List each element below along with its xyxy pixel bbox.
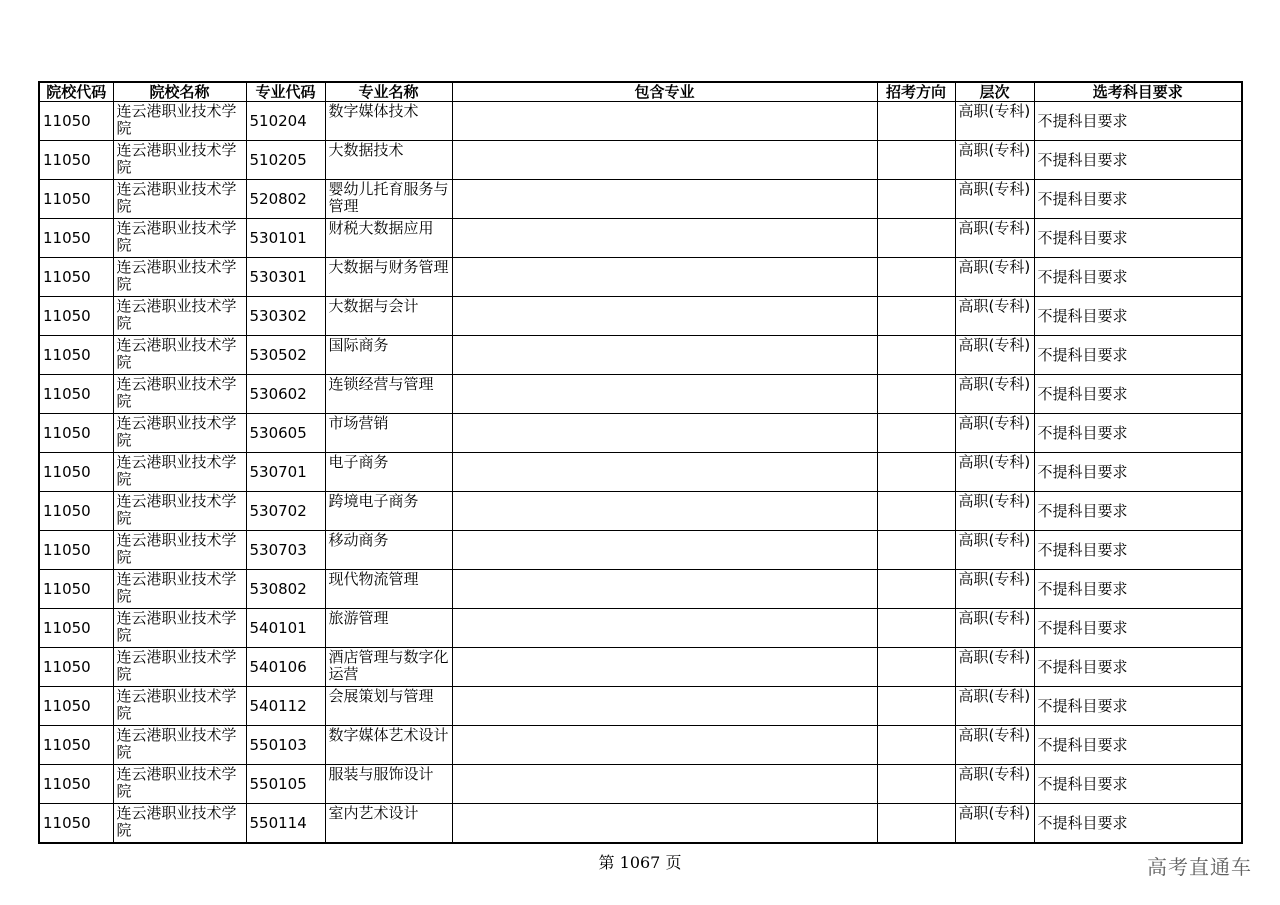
- school-code-cell: 11050: [39, 102, 113, 141]
- major-name-cell: 大数据与财务管理: [325, 258, 452, 297]
- included-majors-cell: [452, 180, 877, 219]
- major-name-cell: 婴幼儿托育服务与管理: [325, 180, 452, 219]
- table-row: [39, 531, 1242, 570]
- school-name-cell: 连云港职业技术学院: [113, 102, 246, 141]
- school-name-cell: 连云港职业技术学院: [113, 765, 246, 804]
- level-cell: 高职(专科): [955, 570, 1034, 609]
- school-code-cell: 11050: [39, 687, 113, 726]
- level-cell: 高职(专科): [955, 414, 1034, 453]
- included-majors-cell: [452, 141, 877, 180]
- school-code-cell: 11050: [39, 531, 113, 570]
- subject-requirement-cell: 不提科目要求: [1034, 297, 1242, 336]
- direction-cell: [877, 531, 955, 570]
- table-row: [39, 141, 1242, 180]
- direction-cell: [877, 609, 955, 648]
- level-cell: 高职(专科): [955, 180, 1034, 219]
- col-header-subject-requirement: 选考科目要求: [1034, 82, 1242, 102]
- direction-cell: [877, 414, 955, 453]
- included-majors-cell: [452, 570, 877, 609]
- major-code-cell: 530301: [246, 258, 325, 297]
- school-code-cell: 11050: [39, 453, 113, 492]
- level-cell: 高职(专科): [955, 726, 1034, 765]
- subject-requirement-cell: 不提科目要求: [1034, 180, 1242, 219]
- table-row: [39, 726, 1242, 765]
- major-name-cell: 旅游管理: [325, 609, 452, 648]
- major-code-cell: 530605: [246, 414, 325, 453]
- table-row: [39, 453, 1242, 492]
- table-row: [39, 648, 1242, 687]
- major-code-cell: 530302: [246, 297, 325, 336]
- col-header-direction: 招考方向: [877, 82, 955, 102]
- table-row: [39, 414, 1242, 453]
- level-cell: 高职(专科): [955, 219, 1034, 258]
- direction-cell: [877, 453, 955, 492]
- subject-requirement-cell: 不提科目要求: [1034, 648, 1242, 687]
- direction-cell: [877, 570, 955, 609]
- direction-cell: [877, 492, 955, 531]
- major-code-cell: 510204: [246, 102, 325, 141]
- school-code-cell: 11050: [39, 765, 113, 804]
- school-name-cell: 连云港职业技术学院: [113, 297, 246, 336]
- major-code-cell: 520802: [246, 180, 325, 219]
- included-majors-cell: [452, 648, 877, 687]
- table-row: [39, 765, 1242, 804]
- direction-cell: [877, 765, 955, 804]
- table-row: [39, 219, 1242, 258]
- level-cell: 高职(专科): [955, 375, 1034, 414]
- subject-requirement-cell: 不提科目要求: [1034, 531, 1242, 570]
- major-code-cell: 530702: [246, 492, 325, 531]
- school-code-cell: 11050: [39, 336, 113, 375]
- school-name-cell: 连云港职业技术学院: [113, 375, 246, 414]
- included-majors-cell: [452, 414, 877, 453]
- watermark: 高考直通车: [1147, 855, 1252, 879]
- header-row: [39, 82, 1242, 102]
- direction-cell: [877, 219, 955, 258]
- level-cell: 高职(专科): [955, 297, 1034, 336]
- included-majors-cell: [452, 297, 877, 336]
- major-name-cell: 国际商务: [325, 336, 452, 375]
- table-row: [39, 297, 1242, 336]
- major-name-cell: 数字媒体艺术设计: [325, 726, 452, 765]
- subject-requirement-cell: 不提科目要求: [1034, 765, 1242, 804]
- major-code-cell: 530701: [246, 453, 325, 492]
- level-cell: 高职(专科): [955, 492, 1034, 531]
- school-code-cell: 11050: [39, 570, 113, 609]
- subject-requirement-cell: 不提科目要求: [1034, 102, 1242, 141]
- major-name-cell: 大数据技术: [325, 141, 452, 180]
- school-name-cell: 连云港职业技术学院: [113, 726, 246, 765]
- level-cell: 高职(专科): [955, 531, 1034, 570]
- major-name-cell: 现代物流管理: [325, 570, 452, 609]
- level-cell: 高职(专科): [955, 648, 1034, 687]
- direction-cell: [877, 648, 955, 687]
- school-name-cell: 连云港职业技术学院: [113, 609, 246, 648]
- table-row: [39, 804, 1242, 844]
- major-code-cell: 540101: [246, 609, 325, 648]
- level-cell: 高职(专科): [955, 258, 1034, 297]
- major-name-cell: 跨境电子商务: [325, 492, 452, 531]
- col-header-level: 层次: [955, 82, 1034, 102]
- subject-requirement-cell: 不提科目要求: [1034, 141, 1242, 180]
- col-header-school-code: 院校代码: [39, 82, 113, 102]
- direction-cell: [877, 297, 955, 336]
- direction-cell: [877, 141, 955, 180]
- col-header-included-majors: 包含专业: [452, 82, 877, 102]
- level-cell: 高职(专科): [955, 453, 1034, 492]
- subject-requirement-cell: 不提科目要求: [1034, 258, 1242, 297]
- major-code-cell: 530502: [246, 336, 325, 375]
- major-name-cell: 市场营销: [325, 414, 452, 453]
- table-row: [39, 570, 1242, 609]
- direction-cell: [877, 102, 955, 141]
- col-header-school-name: 院校名称: [113, 82, 246, 102]
- level-cell: 高职(专科): [955, 687, 1034, 726]
- table-row: [39, 258, 1242, 297]
- school-code-cell: 11050: [39, 609, 113, 648]
- direction-cell: [877, 336, 955, 375]
- included-majors-cell: [452, 804, 877, 844]
- level-cell: 高职(专科): [955, 336, 1034, 375]
- school-code-cell: 11050: [39, 648, 113, 687]
- table-row: [39, 687, 1242, 726]
- included-majors-cell: [452, 219, 877, 258]
- major-name-cell: 数字媒体技术: [325, 102, 452, 141]
- major-code-cell: 550114: [246, 804, 325, 844]
- major-name-cell: 移动商务: [325, 531, 452, 570]
- school-code-cell: 11050: [39, 141, 113, 180]
- included-majors-cell: [452, 609, 877, 648]
- level-cell: 高职(专科): [955, 765, 1034, 804]
- table-row: [39, 492, 1242, 531]
- major-code-cell: 540106: [246, 648, 325, 687]
- major-code-cell: 530703: [246, 531, 325, 570]
- major-name-cell: 室内艺术设计: [325, 804, 452, 844]
- included-majors-cell: [452, 726, 877, 765]
- direction-cell: [877, 258, 955, 297]
- table-row: [39, 180, 1242, 219]
- subject-requirement-cell: 不提科目要求: [1034, 492, 1242, 531]
- direction-cell: [877, 804, 955, 844]
- major-code-cell: 530101: [246, 219, 325, 258]
- subject-requirement-cell: 不提科目要求: [1034, 414, 1242, 453]
- subject-requirement-cell: 不提科目要求: [1034, 375, 1242, 414]
- table-body: [39, 102, 1242, 844]
- school-name-cell: 连云港职业技术学院: [113, 141, 246, 180]
- school-name-cell: 连云港职业技术学院: [113, 414, 246, 453]
- direction-cell: [877, 726, 955, 765]
- school-code-cell: 11050: [39, 297, 113, 336]
- subject-requirement-cell: 不提科目要求: [1034, 570, 1242, 609]
- major-name-cell: 连锁经营与管理: [325, 375, 452, 414]
- direction-cell: [877, 180, 955, 219]
- included-majors-cell: [452, 375, 877, 414]
- school-name-cell: 连云港职业技术学院: [113, 687, 246, 726]
- school-name-cell: 连云港职业技术学院: [113, 219, 246, 258]
- subject-requirement-cell: 不提科目要求: [1034, 336, 1242, 375]
- table-row: [39, 102, 1242, 141]
- included-majors-cell: [452, 336, 877, 375]
- school-code-cell: 11050: [39, 492, 113, 531]
- school-name-cell: 连云港职业技术学院: [113, 570, 246, 609]
- subject-requirement-cell: 不提科目要求: [1034, 726, 1242, 765]
- major-code-cell: 510205: [246, 141, 325, 180]
- table-row: [39, 375, 1242, 414]
- included-majors-cell: [452, 258, 877, 297]
- subject-requirement-cell: 不提科目要求: [1034, 609, 1242, 648]
- admissions-table: [38, 81, 1243, 844]
- major-name-cell: 财税大数据应用: [325, 219, 452, 258]
- included-majors-cell: [452, 531, 877, 570]
- included-majors-cell: [452, 102, 877, 141]
- page-number: 第 1067 页: [598, 853, 682, 872]
- school-code-cell: 11050: [39, 219, 113, 258]
- included-majors-cell: [452, 492, 877, 531]
- subject-requirement-cell: 不提科目要求: [1034, 804, 1242, 844]
- included-majors-cell: [452, 765, 877, 804]
- subject-requirement-cell: 不提科目要求: [1034, 687, 1242, 726]
- table-row: [39, 336, 1242, 375]
- major-name-cell: 服装与服饰设计: [325, 765, 452, 804]
- major-name-cell: 大数据与会计: [325, 297, 452, 336]
- included-majors-cell: [452, 453, 877, 492]
- school-name-cell: 连云港职业技术学院: [113, 492, 246, 531]
- col-header-major-name: 专业名称: [325, 82, 452, 102]
- direction-cell: [877, 375, 955, 414]
- school-code-cell: 11050: [39, 726, 113, 765]
- school-name-cell: 连云港职业技术学院: [113, 804, 246, 844]
- major-code-cell: 530802: [246, 570, 325, 609]
- school-name-cell: 连云港职业技术学院: [113, 453, 246, 492]
- direction-cell: [877, 687, 955, 726]
- school-code-cell: 11050: [39, 258, 113, 297]
- school-code-cell: 11050: [39, 414, 113, 453]
- school-name-cell: 连云港职业技术学院: [113, 531, 246, 570]
- table-row: [39, 609, 1242, 648]
- school-name-cell: 连云港职业技术学院: [113, 258, 246, 297]
- school-name-cell: 连云港职业技术学院: [113, 180, 246, 219]
- included-majors-cell: [452, 687, 877, 726]
- level-cell: 高职(专科): [955, 141, 1034, 180]
- major-name-cell: 会展策划与管理: [325, 687, 452, 726]
- major-code-cell: 550105: [246, 765, 325, 804]
- major-name-cell: 电子商务: [325, 453, 452, 492]
- major-name-cell: 酒店管理与数字化运营: [325, 648, 452, 687]
- school-code-cell: 11050: [39, 375, 113, 414]
- subject-requirement-cell: 不提科目要求: [1034, 219, 1242, 258]
- level-cell: 高职(专科): [955, 102, 1034, 141]
- school-code-cell: 11050: [39, 180, 113, 219]
- major-code-cell: 540112: [246, 687, 325, 726]
- level-cell: 高职(专科): [955, 804, 1034, 844]
- major-code-cell: 550103: [246, 726, 325, 765]
- major-code-cell: 530602: [246, 375, 325, 414]
- col-header-major-code: 专业代码: [246, 82, 325, 102]
- school-name-cell: 连云港职业技术学院: [113, 336, 246, 375]
- school-name-cell: 连云港职业技术学院: [113, 648, 246, 687]
- subject-requirement-cell: 不提科目要求: [1034, 453, 1242, 492]
- level-cell: 高职(专科): [955, 609, 1034, 648]
- school-code-cell: 11050: [39, 804, 113, 844]
